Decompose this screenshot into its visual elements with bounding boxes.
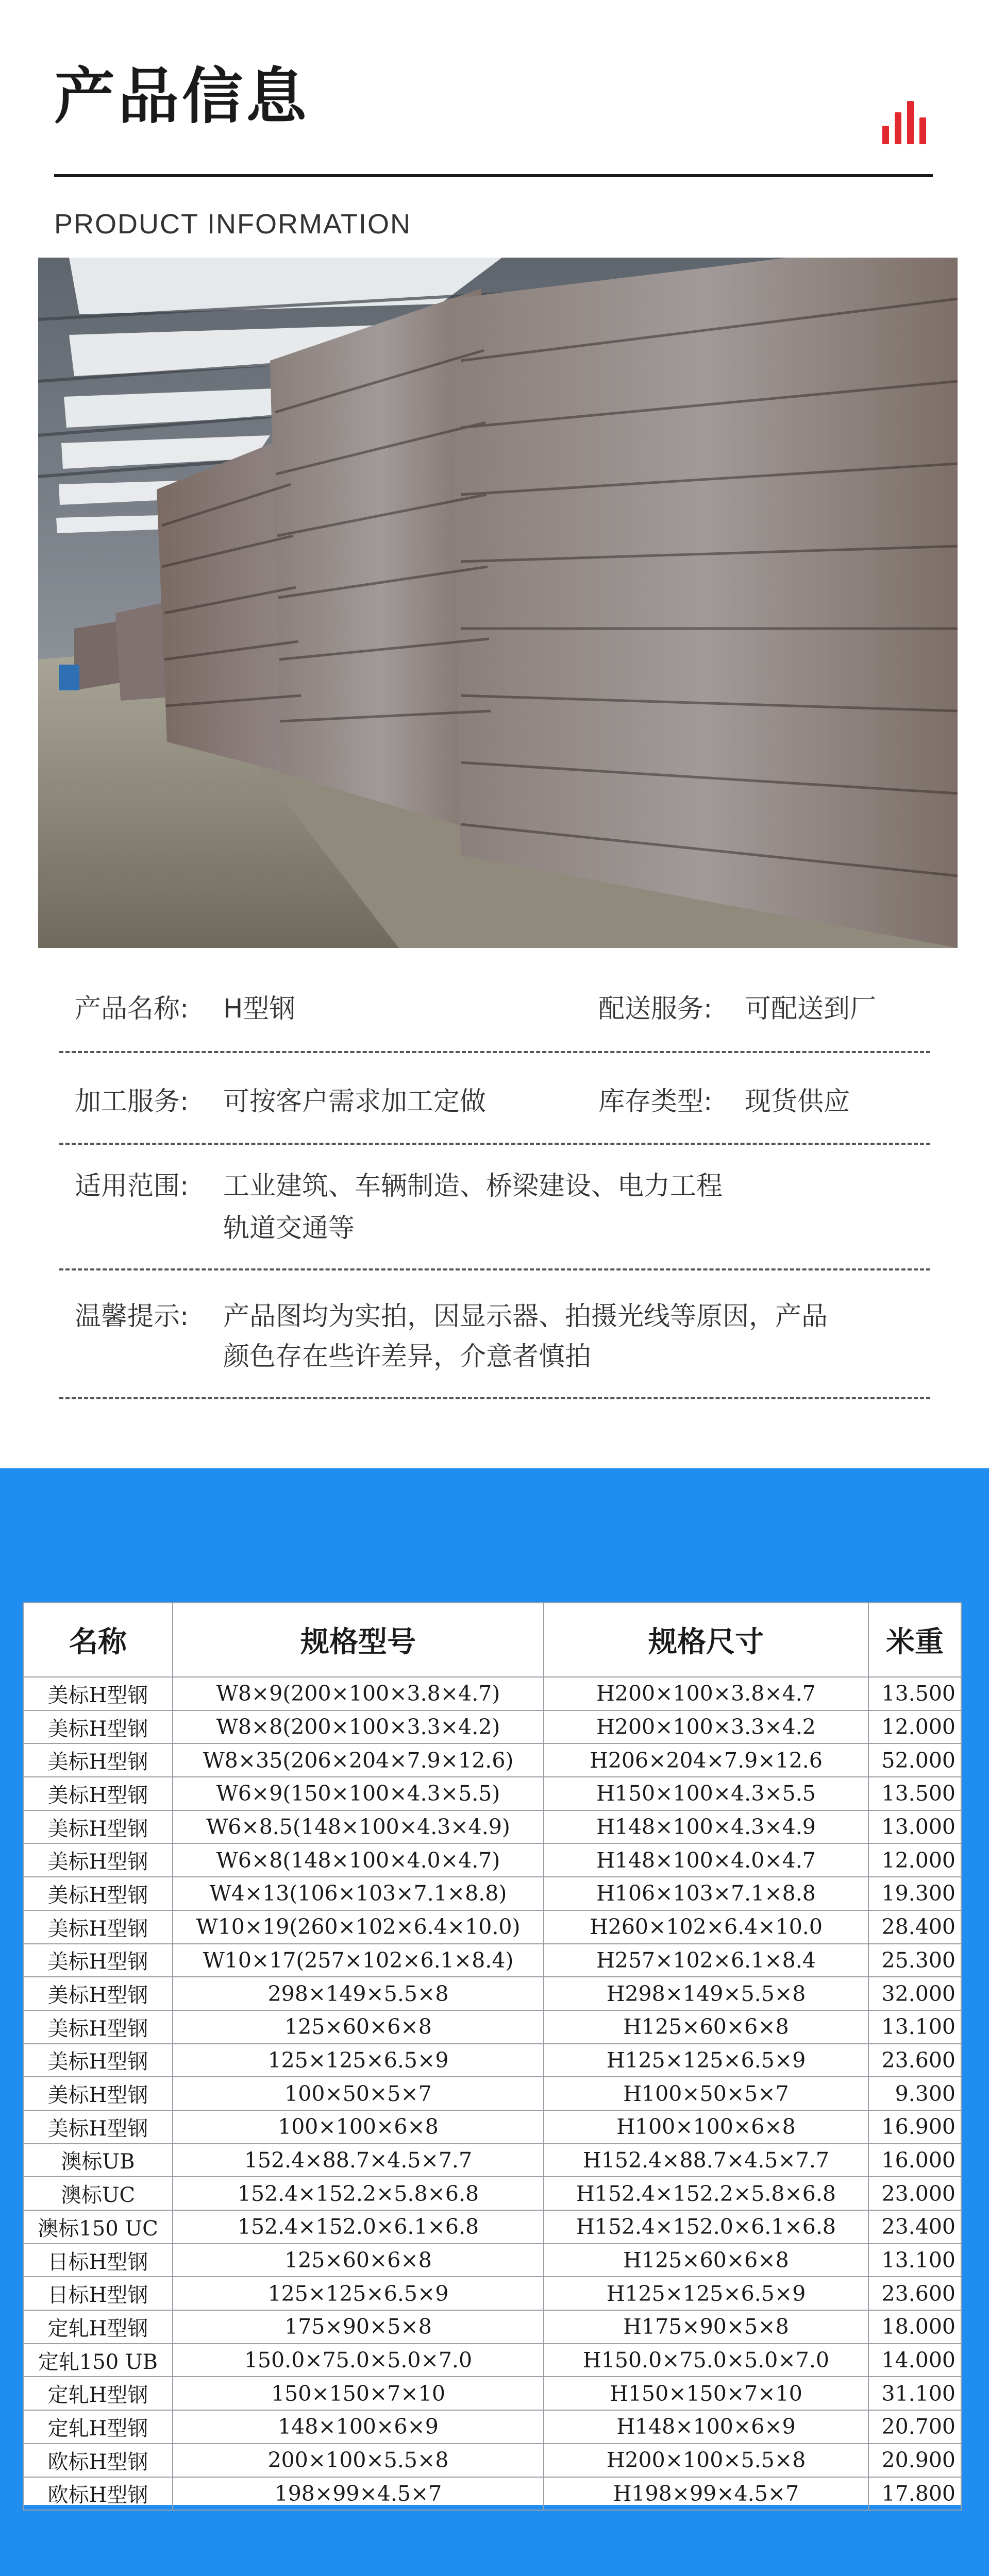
- cell-weight: 9.300: [868, 2077, 961, 2110]
- cell-weight: 16.900: [868, 2110, 961, 2144]
- cell-name: 美标H型钢: [23, 2044, 173, 2077]
- cell-name: 美标H型钢: [23, 2077, 173, 2110]
- scope-label: 适用范围:: [75, 1171, 189, 1201]
- cell-size: H200×100×3.8×4.7: [544, 1677, 868, 1710]
- table-row: [23, 1877, 961, 1910]
- cell-model: W8×8(200×100×3.3×4.2): [173, 1710, 544, 1744]
- cell-name: 美标H型钢: [23, 1843, 173, 1877]
- table-row: [23, 1677, 961, 1710]
- page-subtitle: PRODUCT INFORMATION: [54, 209, 411, 240]
- header-divider: [54, 174, 933, 177]
- table-row: [23, 1777, 961, 1810]
- cell-size: H125×60×6×8: [544, 2010, 868, 2044]
- cell-size: H260×102×6.4×10.0: [544, 1910, 868, 1944]
- cell-name: 美标H型钢: [23, 1910, 173, 1944]
- scope-line-1: 工业建筑、车辆制造、桥梁建设、电力工程: [223, 1171, 723, 1201]
- cell-size: H148×100×6×9: [544, 2410, 868, 2444]
- cell-weight: 12.000: [868, 1843, 961, 1877]
- cell-name: 欧标H型钢: [23, 2444, 173, 2477]
- cell-size: H152.4×152.2×5.8×6.8: [544, 2177, 868, 2210]
- cell-model: 200×100×5.5×8: [173, 2444, 544, 2477]
- notice-line-2: 颜色存在些许差异，介意者慎拍: [223, 1342, 592, 1372]
- table-row: [23, 2010, 961, 2044]
- table-row: [23, 2077, 961, 2110]
- cell-size: H175×90×5×8: [544, 2310, 868, 2344]
- cell-model: W6×9(150×100×4.3×5.5): [173, 1777, 544, 1810]
- cell-name: 定轧H型钢: [23, 2410, 173, 2444]
- cell-model: W8×35(206×204×7.9×12.6): [173, 1743, 544, 1777]
- cell-model: 150×150×7×10: [173, 2377, 544, 2410]
- cell-model: 152.4×152.0×6.1×6.8: [173, 2210, 544, 2244]
- info-row-name-delivery: [59, 988, 930, 1030]
- product-photo: [38, 258, 958, 948]
- notice-label: 温馨提示:: [75, 1301, 189, 1332]
- table-header-row: [23, 1603, 961, 1677]
- scope-line-2: 轨道交通等: [223, 1213, 355, 1244]
- cell-size: H206×204×7.9×12.6: [544, 1743, 868, 1777]
- cell-weight: 25.300: [868, 1944, 961, 1977]
- cell-weight: 13.000: [868, 1810, 961, 1844]
- cell-weight: 13.500: [868, 1777, 961, 1810]
- cell-weight: 23.000: [868, 2177, 961, 2210]
- table-row: [23, 1810, 961, 1844]
- cell-model: 150.0×75.0×5.0×7.0: [173, 2344, 544, 2377]
- cell-size: H100×100×6×8: [544, 2110, 868, 2144]
- table-row: [23, 2144, 961, 2177]
- column-header-size: 规格尺寸: [544, 1603, 868, 1677]
- cell-weight: 14.000: [868, 2344, 961, 2377]
- cell-weight: 20.700: [868, 2410, 961, 2444]
- processing-label: 加工服务:: [75, 1087, 189, 1117]
- cell-name: 美标H型钢: [23, 1743, 173, 1777]
- cell-model: W10×19(260×102×6.4×10.0): [173, 1910, 544, 1944]
- divider: [59, 1268, 930, 1270]
- divider: [59, 1051, 930, 1053]
- spec-table: [23, 1602, 962, 2511]
- cell-model: 125×60×6×8: [173, 2244, 544, 2277]
- divider: [59, 1143, 930, 1145]
- cell-weight: 23.600: [868, 2044, 961, 2077]
- cell-weight: 19.300: [868, 1877, 961, 1910]
- cell-model: W10×17(257×102×6.1×8.4): [173, 1944, 544, 1977]
- cell-name: 美标H型钢: [23, 1877, 173, 1910]
- table-row: [23, 2110, 961, 2144]
- cell-model: W4×13(106×103×7.1×8.8): [173, 1877, 544, 1910]
- cell-name: 定轧H型钢: [23, 2377, 173, 2410]
- column-header-model: 规格型号: [173, 1603, 544, 1677]
- cell-size: H198×99×4.5×7: [544, 2477, 868, 2511]
- cell-model: 100×50×5×7: [173, 2077, 544, 2110]
- cell-weight: 23.600: [868, 2277, 961, 2310]
- processing-value: 可按客户需求加工定做: [223, 1087, 487, 1117]
- cell-model: 100×100×6×8: [173, 2110, 544, 2144]
- cell-weight: 13.500: [868, 1677, 961, 1710]
- column-header-name: 名称: [23, 1603, 173, 1677]
- cell-model: 125×125×6.5×9: [173, 2044, 544, 2077]
- table-row: [23, 2177, 961, 2210]
- cell-weight: 18.000: [868, 2310, 961, 2344]
- notice-line-1: 产品图均为实拍，因显示器、拍摄光线等原因，产品: [223, 1301, 828, 1332]
- cell-weight: 28.400: [868, 1910, 961, 1944]
- cell-name: 澳标UB: [23, 2144, 173, 2177]
- cell-size: H152.4×88.7×4.5×7.7: [544, 2144, 868, 2177]
- cell-model: 148×100×6×9: [173, 2410, 544, 2444]
- cell-model: 125×60×6×8: [173, 2010, 544, 2044]
- cell-name: 美标H型钢: [23, 1977, 173, 2010]
- cell-name: 美标H型钢: [23, 1810, 173, 1844]
- cell-size: H150×100×4.3×5.5: [544, 1777, 868, 1810]
- cell-weight: 16.000: [868, 2144, 961, 2177]
- cell-weight: 52.000: [868, 1743, 961, 1777]
- cell-size: H106×103×7.1×8.8: [544, 1877, 868, 1910]
- delivery-value: 可配送到厂: [745, 994, 877, 1024]
- table-row: [23, 1977, 961, 2010]
- table-row: [23, 2044, 961, 2077]
- cell-model: 152.4×88.7×4.5×7.7: [173, 2144, 544, 2177]
- cell-name: 美标H型钢: [23, 1777, 173, 1810]
- table-row: [23, 1743, 961, 1777]
- table-row: [23, 2444, 961, 2477]
- cell-weight: 13.100: [868, 2010, 961, 2044]
- cell-size: H100×50×5×7: [544, 2077, 868, 2110]
- cell-name: 美标H型钢: [23, 1710, 173, 1744]
- cell-weight: 20.900: [868, 2444, 961, 2477]
- cell-weight: 23.400: [868, 2210, 961, 2244]
- cell-model: 125×125×6.5×9: [173, 2277, 544, 2310]
- cell-model: 175×90×5×8: [173, 2310, 544, 2344]
- cell-model: 152.4×152.2×5.8×6.8: [173, 2177, 544, 2210]
- cell-weight: 13.100: [868, 2244, 961, 2277]
- cell-name: 日标H型钢: [23, 2277, 173, 2310]
- delivery-label: 配送服务:: [598, 994, 713, 1024]
- table-row: [23, 2244, 961, 2277]
- table-row: [23, 1910, 961, 1944]
- cell-size: H148×100×4.0×4.7: [544, 1843, 868, 1877]
- cell-model: W8×9(200×100×3.8×4.7): [173, 1677, 544, 1710]
- product-name-label: 产品名称:: [75, 994, 189, 1024]
- cell-size: H152.4×152.0×6.1×6.8: [544, 2210, 868, 2244]
- cell-size: H150.0×75.0×5.0×7.0: [544, 2344, 868, 2377]
- cell-size: H150×150×7×10: [544, 2377, 868, 2410]
- cell-name: 日标H型钢: [23, 2244, 173, 2277]
- table-row: [23, 2410, 961, 2444]
- cell-name: 澳标150 UC: [23, 2210, 173, 2244]
- table-row: [23, 1944, 961, 1977]
- info-row-notice: [59, 1296, 930, 1380]
- cell-name: 美标H型钢: [23, 1677, 173, 1710]
- cell-name: 澳标UC: [23, 2177, 173, 2210]
- cell-name: 定轧150 UB: [23, 2344, 173, 2377]
- cell-model: 198×99×4.5×7: [173, 2477, 544, 2511]
- cell-model: 298×149×5.5×8: [173, 1977, 544, 2010]
- cell-name: 定轧H型钢: [23, 2310, 173, 2344]
- cell-name: 美标H型钢: [23, 1944, 173, 1977]
- cell-name: 美标H型钢: [23, 2010, 173, 2044]
- cell-model: W6×8.5(148×100×4.3×4.9): [173, 1810, 544, 1844]
- bars-icon: [882, 98, 929, 144]
- table-row: [23, 2210, 961, 2244]
- cell-model: W6×8(148×100×4.0×4.7): [173, 1843, 544, 1877]
- page-title: 产品信息: [54, 61, 310, 132]
- cell-size: H257×102×6.1×8.4: [544, 1944, 868, 1977]
- spec-table-panel: [23, 1602, 961, 2505]
- cell-name: 欧标H型钢: [23, 2477, 173, 2511]
- cell-size: H148×100×4.3×4.9: [544, 1810, 868, 1844]
- cell-weight: 17.800: [868, 2477, 961, 2511]
- stock-label: 库存类型:: [598, 1087, 713, 1117]
- stock-value: 现货供应: [745, 1087, 850, 1117]
- divider: [59, 1397, 930, 1399]
- info-row-scope: [59, 1165, 930, 1250]
- table-row: [23, 2277, 961, 2310]
- cell-size: H125×125×6.5×9: [544, 2044, 868, 2077]
- cell-weight: 32.000: [868, 1977, 961, 2010]
- table-row: [23, 1843, 961, 1877]
- column-header-weight: 米重: [868, 1603, 961, 1677]
- info-row-processing-stock: [59, 1081, 930, 1123]
- table-row: [23, 2477, 961, 2511]
- cell-size: H125×60×6×8: [544, 2244, 868, 2277]
- cell-size: H125×125×6.5×9: [544, 2277, 868, 2310]
- table-row: [23, 2344, 961, 2377]
- cell-name: 美标H型钢: [23, 2110, 173, 2144]
- table-row: [23, 1710, 961, 1744]
- product-name-value: H型钢: [223, 994, 296, 1024]
- cell-size: H200×100×3.3×4.2: [544, 1710, 868, 1744]
- cell-size: H200×100×5.5×8: [544, 2444, 868, 2477]
- cell-size: H298×149×5.5×8: [544, 1977, 868, 2010]
- table-row: [23, 2310, 961, 2344]
- table-row: [23, 2377, 961, 2410]
- cell-weight: 31.100: [868, 2377, 961, 2410]
- cell-weight: 12.000: [868, 1710, 961, 1744]
